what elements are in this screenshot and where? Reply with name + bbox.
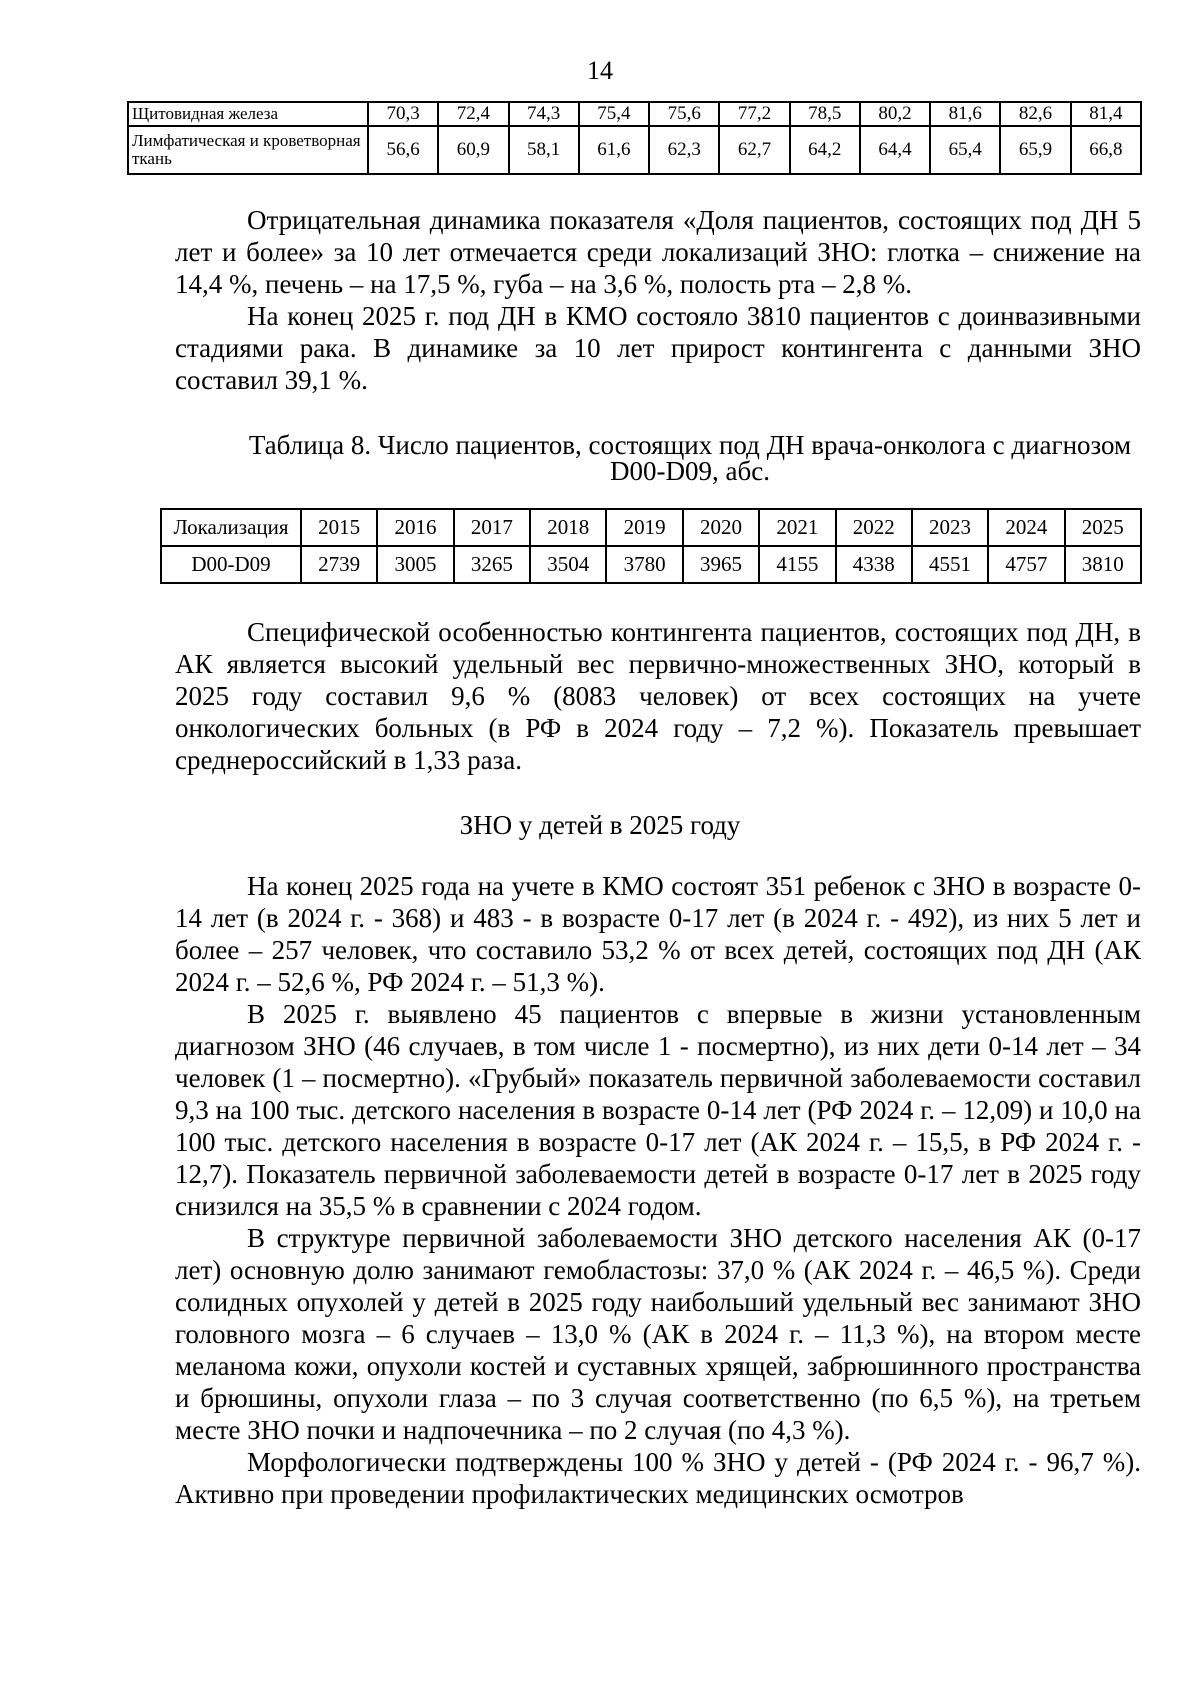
- paragraph: В 2025 г. выявлено 45 пациентов с впервые в жизни установленным диагнозом ЗНО (46 случаев, в том числе 1 - посмертно), из них дети 0-14 лет – 34 человек (1 – посмертно). «Грубый» показатель первичной заболеваемости составил 9,3 на 100 тыс. детского населения в возрасте 0-14 лет (РФ 2024 г. – 12,09) и 10,0 на 100 тыс. детского населения в возрасте 0-17 лет (АК 2024 г. – 15,5, в РФ 2024 г. - 12,7). Показатель первичной заболеваемости детей в возрасте 0-17 лет в 2025 году снизился на 35,5 % в сравнении с 2024 годом.: [175, 999, 1141, 1221]
- table-cell: 2739: [301, 546, 377, 583]
- table-cell: 65,9: [1000, 126, 1070, 174]
- column-header: 2018: [530, 509, 606, 546]
- table-cell: 61,6: [579, 126, 649, 174]
- table-cell: 4338: [836, 546, 912, 583]
- table-cell: 77,2: [719, 102, 789, 126]
- table-cell: 3780: [606, 546, 682, 583]
- page-number: 14: [587, 56, 613, 85]
- paragraph: В структуре первичной заболеваемости ЗНО детского населения АК (0-17 лет) основную долю занимают гемобластозы: 37,0 % (АК 2024 г. – 46,5 %). Среди солидных опухолей у детей в 2025 году наибольший удельный вес занимают ЗНО головного мозга – 6 случаев – 13,0 % (АК в 2024 г. – 11,3 %), на втором месте меланома кожи, опухоли костей и суставных хрящей, забрюшинного пространства и брюшины, опухоли глаза – по 3 случая соответственно (по 6,5 %), на третьем месте ЗНО почки и надпочечника – по 2 случая (по 4,3 %).: [175, 1223, 1141, 1445]
- table-cell: 64,4: [860, 126, 930, 174]
- row-label: Щитовидная железа: [128, 102, 368, 126]
- table-cell: 4155: [759, 546, 835, 583]
- table-cell: 4551: [912, 546, 988, 583]
- table-cell: 62,7: [719, 126, 789, 174]
- table-cell: 3265: [454, 546, 530, 583]
- column-header: 2016: [377, 509, 453, 546]
- column-header: 2022: [836, 509, 912, 546]
- table-row: [128, 102, 1141, 126]
- table-cell: 74,3: [509, 102, 579, 126]
- table8-caption: Таблица 8. Число пациентов, состоящих под ДН врача-онколога с диагнозом D00-D09, абс.: [248, 430, 1132, 486]
- table-cell: 56,6: [368, 126, 438, 174]
- paragraph: Морфологически подтверждены 100 % ЗНО у детей - (РФ 2024 г. - 96,7 %). Активно при проведении профилактических медицинских осмотров: [175, 1447, 1141, 1509]
- table-header-row: [161, 509, 1141, 546]
- table-cell: 72,4: [438, 102, 508, 126]
- column-header: Локализация: [161, 509, 301, 546]
- table-cell: 75,6: [649, 102, 719, 126]
- column-header: 2025: [1065, 509, 1141, 546]
- table-cell: 60,9: [438, 126, 508, 174]
- column-header: 2024: [988, 509, 1064, 546]
- table-row: [161, 546, 1141, 583]
- text-block-2: [175, 616, 1141, 776]
- row-label: D00-D09: [161, 546, 301, 583]
- paragraph: Специфической особенностью контингента пациентов, состоящих под ДН, в АК является высокий удельный вес первично-множественных ЗНО, который в 2025 году составил 9,6 % (8083 человек) от всех состоящих на учете онкологических больных (в РФ в 2024 году – 7,2 %). Показатель превышает среднероссийский в 1,33 раза.: [175, 617, 1141, 775]
- column-header: 2019: [606, 509, 682, 546]
- column-header: 2020: [683, 509, 759, 546]
- column-header: 2023: [912, 509, 988, 546]
- table-cell: 80,2: [860, 102, 930, 126]
- table-cell: 64,2: [790, 126, 860, 174]
- table-cell: 3810: [1065, 546, 1141, 583]
- table-cell: 78,5: [790, 102, 860, 126]
- table-row: [128, 126, 1141, 174]
- table-cell: 62,3: [649, 126, 719, 174]
- table-cell: 75,4: [579, 102, 649, 126]
- table-cell: 70,3: [368, 102, 438, 126]
- table-cell: 58,1: [509, 126, 579, 174]
- table-cell: 81,4: [1071, 102, 1141, 126]
- column-header: 2015: [301, 509, 377, 546]
- table8: [160, 508, 1142, 584]
- top-table: [127, 101, 1142, 175]
- text-block-1: [175, 204, 1141, 396]
- table-cell: 3005: [377, 546, 453, 583]
- table-cell: 81,6: [930, 102, 1000, 126]
- paragraph: На конец 2025 г. под ДН в КМО состояло 3810 пациентов с доинвазивными стадиями рака. В динамике за 10 лет прирост контингента с данными ЗНО составил 39,1 %.: [175, 301, 1141, 395]
- table-cell: 65,4: [930, 126, 1000, 174]
- paragraph: Отрицательная динамика показателя «Доля пациентов, состоящих под ДН 5 лет и более» за 10 лет отмечается среди локализаций ЗНО: глотка – снижение на 14,4 %, печень – на 17,5 %, губа – на 3,6 %, полость рта – 2,8 %.: [175, 205, 1141, 299]
- table-cell: 4757: [988, 546, 1064, 583]
- column-header: 2017: [454, 509, 530, 546]
- table-cell: 3965: [683, 546, 759, 583]
- table-cell: 3504: [530, 546, 606, 583]
- column-header: 2021: [759, 509, 835, 546]
- paragraph: На конец 2025 года на учете в КМО состоят 351 ребенок с ЗНО в возрасте 0-14 лет (в 2024 г. - 368) и 483 - в возрасте 0-17 лет (в 2024 г. - 492), из них 5 лет и более – 257 человек, что составило 53,2 % от всех детей, состоящих под ДН (АК 2024 г. – 52,6 %, РФ 2024 г. – 51,3 %).: [175, 871, 1141, 997]
- section-heading: ЗНО у детей в 2025 году: [459, 810, 741, 840]
- row-label: Лимфатическая и кроветворная ткань: [128, 126, 368, 174]
- text-block-3: [175, 870, 1141, 1510]
- table-cell: 66,8: [1071, 126, 1141, 174]
- table-cell: 82,6: [1000, 102, 1070, 126]
